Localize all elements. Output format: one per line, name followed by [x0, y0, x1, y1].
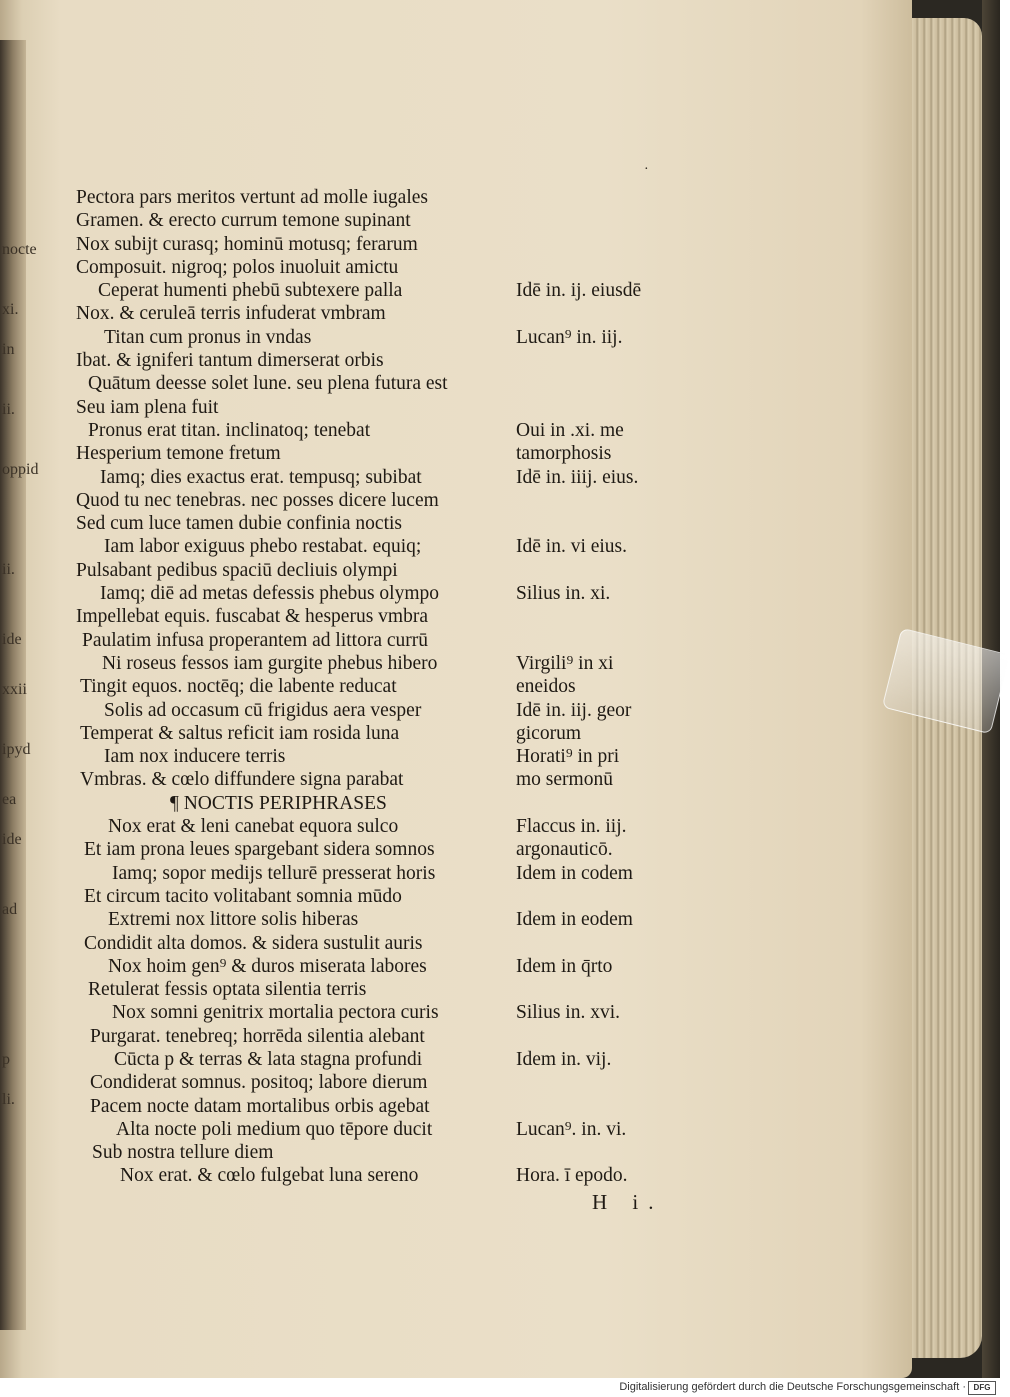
text-line — [76, 489, 676, 512]
text-line — [76, 256, 676, 279]
verse-text: Pronus erat titan. inclinatoq; tenebat — [88, 419, 371, 441]
marginal-note: gicorum — [516, 722, 581, 744]
marginal-note: Idē in. ij. eiusdē — [516, 280, 642, 302]
verse-text: Paulatim infusa properantem ad littora currū — [82, 629, 429, 651]
verse-text: Temperat & saltus reficit iam rosida luna — [80, 722, 400, 744]
marginal-note: argonauticō. — [516, 839, 613, 861]
marginal-note: Hora. ī epodo. — [516, 1165, 628, 1187]
text-line — [76, 326, 676, 349]
text-block — [76, 186, 676, 1188]
verse-text: Nox erat. & cœlo fulgebat luna sereno — [120, 1165, 419, 1187]
text-line — [76, 233, 676, 256]
verse-text: Quātum deesse solet lune. seu plena futura est — [88, 373, 448, 395]
text-line — [76, 932, 676, 955]
verse-text: Sub nostra tellure diem — [92, 1142, 274, 1164]
text-line — [76, 466, 676, 489]
marginal-note: Idem in. vij. — [516, 1048, 612, 1070]
text-line — [76, 512, 676, 535]
verse-text: Ceperat humenti phebū subtexere palla — [98, 280, 403, 302]
text-line — [76, 768, 676, 791]
text-line — [76, 815, 676, 838]
text-line — [76, 629, 676, 652]
marginal-note: Silius in. xi. — [516, 583, 611, 605]
text-line — [76, 209, 676, 232]
verse-text: Et circum tacito volitabant somnia mūdo — [84, 885, 402, 907]
margin-fragment: ea — [2, 791, 17, 808]
verse-text: Iam labor exiguus phebo restabat. equiq; — [104, 536, 422, 558]
margin-fragment: p — [2, 1051, 10, 1068]
text-line — [76, 1141, 676, 1164]
verse-text: ¶ NOCTIS PERIPHRASES — [170, 792, 387, 814]
marginal-note: Idē in. iij. geor — [516, 699, 632, 721]
text-line — [76, 862, 676, 885]
margin-fragment: ii. — [2, 561, 15, 578]
marginal-note: Oui in .xi. me — [516, 419, 624, 441]
verse-text: Ni roseus fessos iam gurgite phebus hibero — [102, 652, 438, 674]
marginal-note: Virgili⁹ in xi — [516, 652, 614, 674]
verse-text: Iamq; diē ad metas defessis phebus olympo — [100, 583, 440, 605]
text-line — [76, 652, 676, 675]
margin-fragment: in — [2, 341, 15, 358]
text-line — [76, 885, 676, 908]
verse-text: Solis ad occasum cū frigidus aera vesper — [104, 699, 422, 721]
text-line — [76, 396, 676, 419]
margin-fragment: li. — [2, 1091, 15, 1108]
text-line — [76, 1164, 676, 1187]
verse-text: Impellebat equis. fuscabat & hesperus vmbra — [76, 606, 428, 628]
verse-text: Iamq; dies exactus erat. tempusq; subibat — [100, 466, 422, 488]
text-line — [76, 978, 676, 1001]
verse-text: Condidit alta domos. & sidera sustulit auris — [84, 932, 423, 954]
verse-text: Nox. & ceruleā terris infuderat vmbram — [76, 303, 386, 325]
top-mark: · — [644, 162, 649, 177]
margin-fragment: xi. — [2, 301, 19, 318]
marginal-note: mo sermonū — [516, 769, 613, 791]
verse-text: Pectora pars meritos vertunt ad molle iugales — [76, 187, 428, 208]
text-line — [76, 442, 676, 465]
verse-text: Pulsabant pedibus spaciū decliuis olympi — [76, 559, 398, 581]
verse-text: Quod tu nec tenebras. nec posses dicere lucem — [76, 489, 439, 511]
marginal-note: Idem in eodem — [516, 909, 633, 931]
text-line — [76, 582, 676, 605]
text-line — [76, 908, 676, 931]
text-line — [76, 838, 676, 861]
text-line — [76, 1001, 676, 1024]
verse-text: Seu iam plena fuit — [76, 396, 219, 418]
text-line — [76, 186, 676, 209]
signature-mark: H i. — [592, 1190, 664, 1214]
text-line — [76, 1048, 676, 1071]
text-line — [76, 745, 676, 768]
text-line — [76, 1071, 676, 1094]
margin-fragment: ide — [2, 631, 22, 648]
text-line — [76, 605, 676, 628]
verse-text: Gramen. & erecto currum temone supinant — [76, 210, 411, 232]
verse-text: Titan cum pronus in vndas — [104, 326, 312, 348]
text-line — [76, 372, 676, 395]
text-line — [76, 955, 676, 978]
verse-text: Nox hoim gen⁹ & duros miserata labores — [108, 955, 427, 977]
verse-text: Pacem nocte datam mortalibus orbis agebat — [90, 1095, 430, 1117]
verse-text: Tingit equos. noctēq; die labente reducat — [80, 676, 397, 698]
text-line — [76, 349, 676, 372]
verse-text: Iamq; sopor medijs tellurē presserat horis — [112, 862, 436, 884]
text-line — [76, 279, 676, 302]
footer-text: Digitalisierung gefördert durch die Deutsche Forschungsgemeinschaft · — [619, 1381, 966, 1393]
verse-text: Cūcta p & terras & lata stagna profundi — [114, 1048, 423, 1070]
verse-text: Et iam prona leues spargebant sidera somnos — [84, 839, 435, 861]
verse-text: Nox subijt curasq; hominū motusq; ferarum — [76, 233, 418, 255]
verse-text: Ibat. & igniferi tantum dimerserat orbis — [76, 350, 384, 372]
text-line — [76, 419, 676, 442]
text-line — [76, 302, 676, 325]
marginal-note: Horati⁹ in pri — [516, 746, 620, 768]
verse-text: Iam nox inducere terris — [104, 746, 286, 768]
text-line — [76, 699, 676, 722]
verse-text: Condiderat somnus. positoq; labore dierum — [90, 1072, 428, 1094]
margin-fragment: ad — [2, 901, 18, 918]
footer — [0, 1378, 1000, 1397]
text-line — [76, 1025, 676, 1048]
verse-text: Hesperium temone fretum — [76, 443, 281, 465]
marginal-note: Idem in q̄rto — [516, 955, 613, 977]
text-line — [76, 1095, 676, 1118]
dfg-logo: DFG — [968, 1381, 996, 1395]
text-line — [76, 535, 676, 558]
verse-text: Nox somni genitrix mortalia pectora curis — [112, 1002, 439, 1024]
marginal-note: Lucan⁹ in. iij. — [516, 326, 623, 348]
margin-fragment: ipyd — [2, 741, 31, 758]
text-line — [76, 722, 676, 745]
verse-text: Purgarat. tenebreq; horrēda silentia alebant — [90, 1025, 425, 1047]
marginal-note: Silius in. xvi. — [516, 1002, 621, 1024]
text-line — [76, 792, 676, 815]
marginal-note: Flaccus in. iij. — [516, 816, 627, 838]
marginal-note: Lucan⁹. in. vi. — [516, 1118, 627, 1140]
marginal-note: eneidos — [516, 676, 576, 698]
marginal-note: Idem in codem — [516, 862, 633, 884]
verse-text: Retulerat fessis optata silentia terris — [88, 979, 367, 1001]
margin-fragment: ide — [2, 831, 22, 848]
verse-text: Extremi nox littore solis hiberas — [108, 909, 359, 931]
text-line — [76, 1118, 676, 1141]
marginal-note: Idē in. iiij. eius. — [516, 466, 639, 488]
verse-text: Vmbras. & cœlo diffundere signa parabat — [80, 769, 404, 791]
verse-text: Alta nocte poli medium quo tēpore ducit — [116, 1118, 433, 1140]
text-line — [76, 675, 676, 698]
marginal-note: Idē in. vi eius. — [516, 536, 628, 558]
margin-fragment: ii. — [2, 401, 15, 418]
marginal-note: tamorphosis — [516, 443, 612, 465]
verse-text: Composuit. nigroq; polos inuoluit amictu — [76, 256, 399, 278]
verse-text: Sed cum luce tamen dubie confinia noctis — [76, 513, 402, 535]
verse-text: Nox erat & leni canebat equora sulco — [108, 816, 399, 838]
margin-fragment: nocte — [2, 241, 37, 258]
margin-fragment: oppid — [2, 461, 39, 478]
text-line — [76, 559, 676, 582]
margin-fragment: xxii — [2, 681, 27, 698]
